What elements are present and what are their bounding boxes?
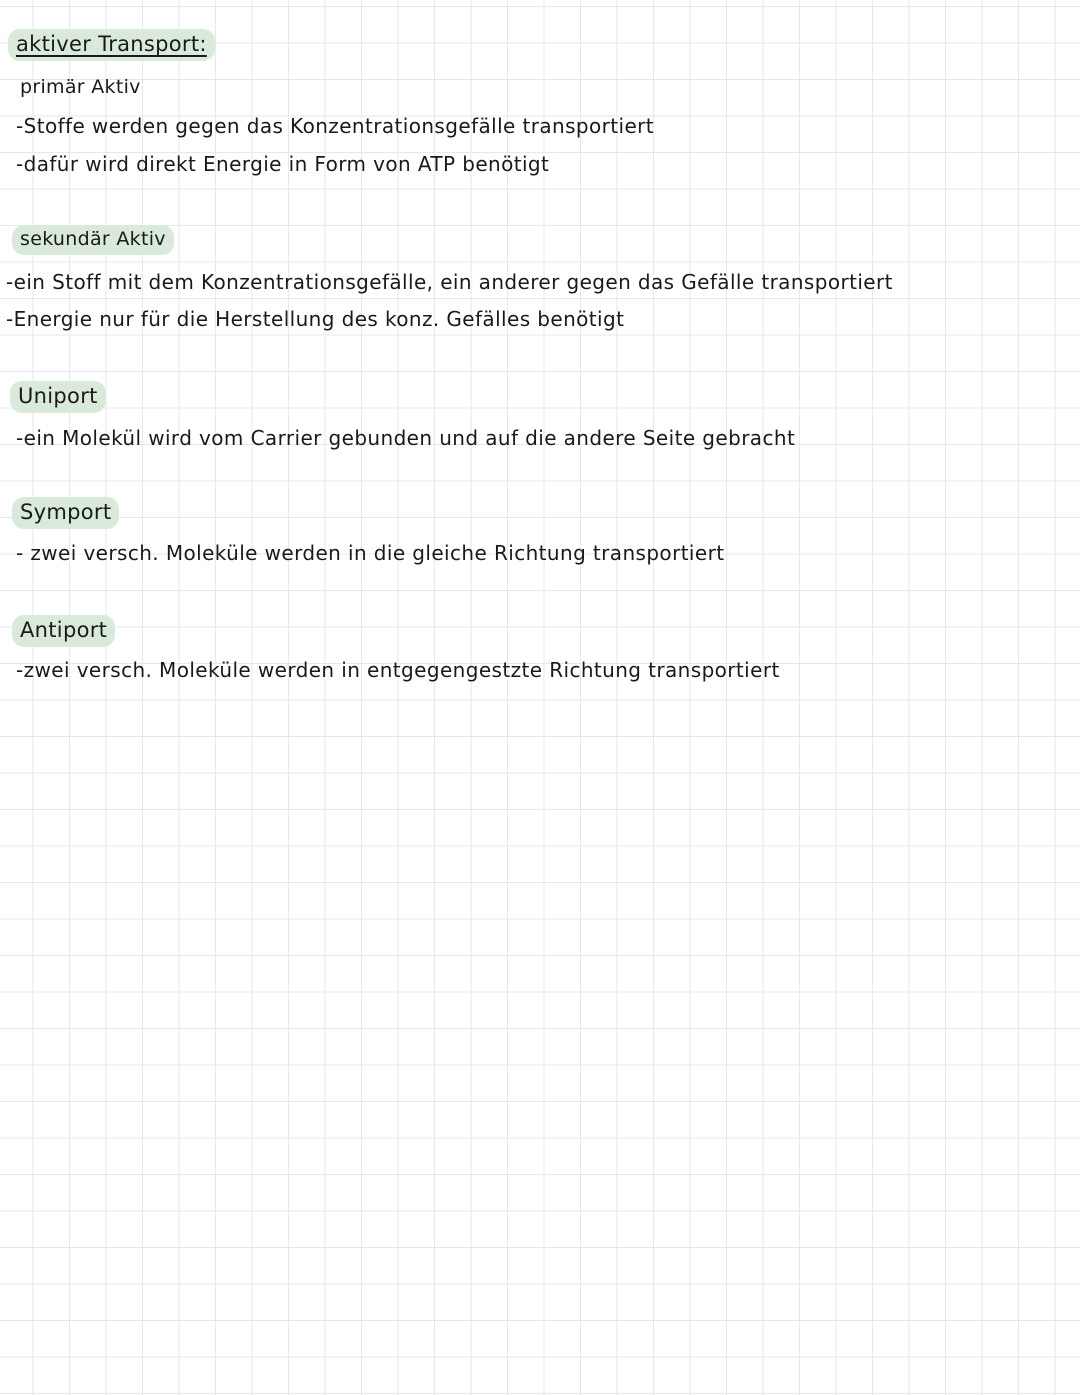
note-line: -ein Stoff mit dem Konzentrationsgefälle, ein anderer gegen das Gefälle transportiert: [6, 270, 893, 294]
section-heading-antiport: Antiport: [12, 620, 115, 641]
note-line: -Stoffe werden gegen das Konzentrationsgefälle transportiert: [16, 114, 655, 138]
note-line: -dafür wird direkt Energie in Form von ATP benötigt: [16, 152, 550, 176]
note-line: -ein Molekül wird vom Carrier gebunden und auf die andere Seite gebracht: [16, 426, 796, 450]
section-heading-sekundaer: sekundär Aktiv: [12, 230, 174, 249]
page-title: [8, 34, 215, 55]
note-line: -Energie nur für die Herstellung des konz. Gefälles benötigt: [6, 307, 625, 331]
note-line: - zwei versch. Moleküle werden in die gleiche Richtung transportiert: [16, 541, 725, 565]
section-heading-primaer: primär Aktiv: [20, 76, 141, 98]
title-highlight: aktiver Transport:: [8, 29, 215, 61]
section-heading-symport: Symport: [12, 502, 119, 523]
note-line: -zwei versch. Moleküle werden in entgegengestzte Richtung transportiert: [16, 658, 780, 682]
section-heading-uniport: Uniport: [10, 386, 106, 407]
